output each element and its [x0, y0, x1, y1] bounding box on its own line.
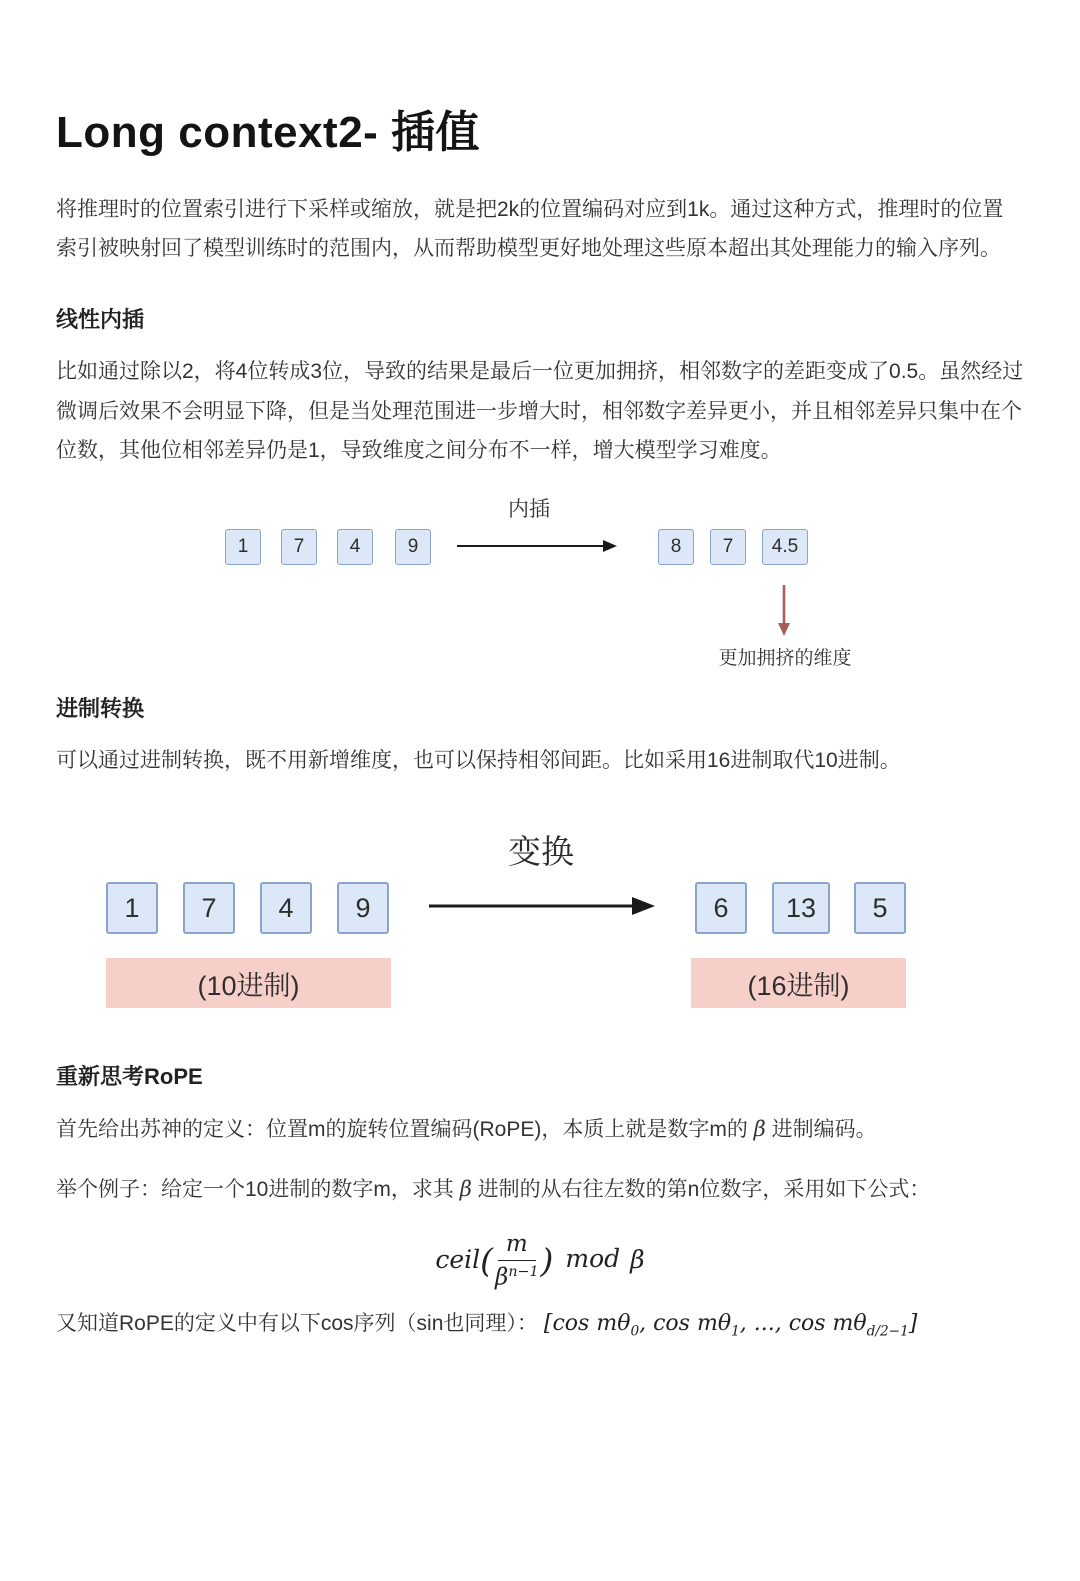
formula-mod: mod: [565, 1244, 621, 1274]
math-run: ]: [908, 1311, 918, 1337]
text-run: 又知道RoPE的定义中有以下cos序列（sin也同理）：: [56, 1312, 538, 1336]
base-paragraph: 可以通过进制转换，既不用新增维度，也可以保持相邻间距。比如采用16进制取代10进制。: [56, 748, 901, 772]
section-heading-linear: 线性内插: [56, 306, 145, 332]
value-box: 6: [695, 882, 747, 934]
text-run: 举个例子：给定一个10进制的数字m，求其: [56, 1178, 460, 1202]
math-run: , ..., cos mθ: [739, 1311, 867, 1337]
value-box: 4.5: [762, 529, 808, 565]
math-run: , cos mθ: [639, 1311, 732, 1337]
value-box: 1: [225, 529, 261, 565]
text-run: 首先给出苏神的定义：位置m的旋转位置编码(RoPE)，本质上就是数字m的: [56, 1117, 754, 1141]
page-title: Long context2- 插值: [56, 108, 481, 157]
close-paren: ): [540, 1240, 554, 1280]
exponent: n−1: [508, 1263, 539, 1280]
section-heading-rope: 重新思考RoPE: [56, 1064, 203, 1090]
value-box: 7: [710, 529, 746, 565]
rope-definition: [56, 1110, 1024, 1149]
text-run: 进制编码。: [765, 1117, 877, 1141]
arrow-right-icon: [428, 894, 656, 918]
beta-symbol: β: [459, 1177, 472, 1202]
math-run: [: [543, 1311, 553, 1337]
open-paren: (: [480, 1240, 494, 1280]
value-box: 4: [260, 882, 312, 934]
value-box: 7: [183, 882, 235, 934]
formula-ceil: ceil: [435, 1244, 481, 1274]
arrow-label: 变换: [508, 833, 574, 871]
intro-paragraph: 将推理时的位置索引进行下采样或缩放，就是把2k的位置编码对应到1k。通过这种方式，推理时的位置索引被映射回了模型训练时的范围内，从而帮助模型更好地处理这些原本超出其处理能力的输入序列。: [56, 198, 1004, 261]
crowded-dimension-annotation: 更加拥挤的维度: [718, 647, 852, 669]
fraction-numerator: m: [498, 1231, 536, 1261]
arrow-down-icon: [776, 583, 792, 637]
interpolation-diagram: [56, 493, 1024, 678]
fraction-denominator: [495, 1261, 538, 1291]
formula-fraction: [495, 1231, 538, 1292]
text-run: 进制的从右往左数的第n位数字，采用如下公式：: [471, 1178, 931, 1202]
value-box: 1: [106, 882, 158, 934]
base10-label: (10进制): [106, 958, 391, 1008]
section-heading-base: 进制转换: [56, 695, 145, 721]
rope-formula: [56, 1231, 1024, 1292]
value-box: 4: [337, 529, 373, 565]
cos-sequence-line: [56, 1303, 1024, 1345]
value-box: 9: [395, 529, 431, 565]
subscript: d/2−1: [866, 1323, 909, 1340]
arrow-right-icon: [456, 538, 618, 554]
value-box: 8: [658, 529, 694, 565]
document-page: [0, 96, 1080, 1345]
value-box: 13: [772, 882, 830, 934]
base-conversion-diagram: [56, 826, 1024, 1026]
linear-paragraph: 比如通过除以2，将4位转成3位，导致的结果是最后一位更加拥挤，相邻数字的差距变成了0.5。虽然经过微调后效果不会明显下降，但是当处理范围进一步增大时，相邻数字差异更小，并且相邻差异只集中在个位数，其他位相邻差异仍是1，导致维度之间分布不一样，增大模型学习难度。: [56, 360, 1024, 463]
arrow-label: 内插: [508, 497, 550, 521]
beta-symbol: β: [630, 1244, 645, 1274]
rope-example: [56, 1170, 1024, 1209]
beta-symbol: β: [495, 1264, 509, 1291]
cos-sequence: [543, 1311, 918, 1340]
value-box: 5: [854, 882, 906, 934]
subscript: 1: [731, 1323, 740, 1340]
subscript: 0: [630, 1323, 640, 1340]
beta-symbol: β: [753, 1116, 766, 1141]
value-box: 9: [337, 882, 389, 934]
value-box: 7: [281, 529, 317, 565]
base16-label: (16进制): [691, 958, 906, 1008]
math-run: cos mθ: [552, 1311, 631, 1337]
